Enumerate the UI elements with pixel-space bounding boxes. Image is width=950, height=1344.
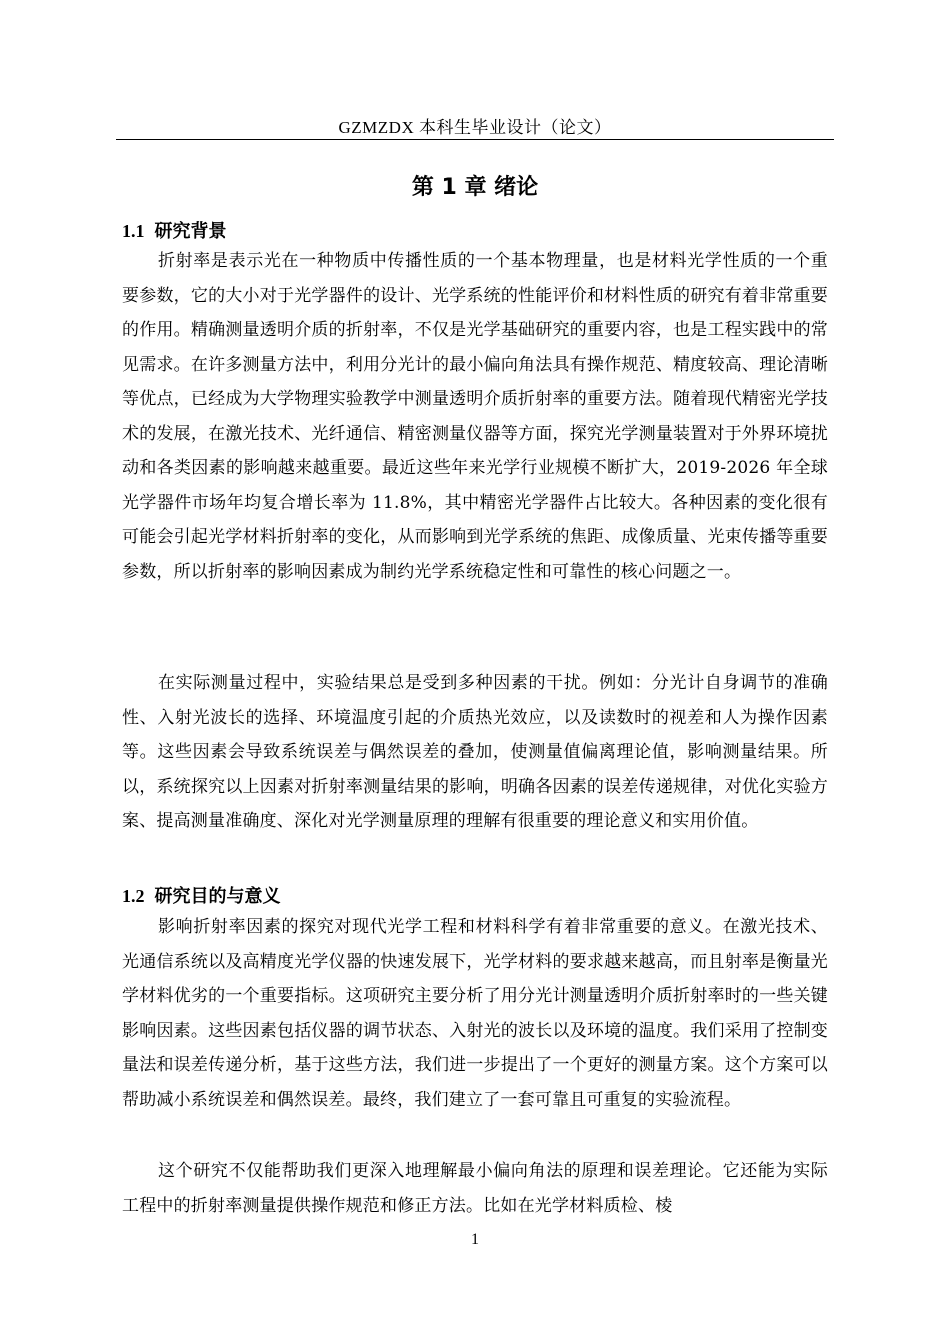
header-rule <box>116 139 834 140</box>
section-number: 1.1 <box>122 221 145 241</box>
body-paragraph: 影响折射率因素的探究对现代光学工程和材料科学有着非常重要的意义。在激光技术、光通信系统以及高精度光学仪器的快速发展下，光学材料的要求越来越高，而且射率是衡量光学材料优劣的一个重要指标。这项研究主要分析了用分光计测量透明介质折射率时的一些关键影响因素。这些因素包括仪器的调节状态、入射光的波长以及环境的温度。我们采用了控制变量法和误差传递分析，基于这些方法，我们进一步提出了一个更好的测量方案。这个方案可以帮助减小系统误差和偶然误差。最终，我们建立了一套可靠且可重复的实验流程。 <box>122 917 828 1110</box>
running-header: GZMZDX 本科生毕业设计（论文） <box>338 118 612 137</box>
section-heading-1-2 <box>122 883 281 910</box>
body-paragraph: 这个研究不仅能帮助我们更深入地理解最小偏向角法的原理和误差理论。它还能为实际工程中的折射率测量提供操作规范和修正方法。比如在光学材料质检、棱 <box>122 1161 828 1216</box>
section-number: 1.2 <box>122 886 145 906</box>
chapter-title: 第 1 章 绪论 <box>411 175 539 200</box>
body-paragraph: 折射率是表示光在一种物质中传播性质的一个基本物理量，也是材料光学性质的一个重要参数，它的大小对于光学器件的设计、光学系统的性能评价和材料性质的研究有着非常重要的作用。精确测量透明介质的折射率，不仅是光学基础研究的重要内容，也是工程实践中的常见需求。在许多测量方法中，利用分光计的最小偏向角法具有操作规范、精度较高、理论清晰等优点，已经成为大学物理实验教学中测量透明介质折射率的重要方法。随着现代精密光学技术的发展，在激光技术、光纤通信、精密测量仪器等方面，探究光学测量装置对于外界环境扰动和各类因素的影响越来越重要。最近这些年来光学行业规模不断扩大，2019-2026 年全球光学器件市场年均复合增长率为 11.8%，其中精密光学器件占比较大。各种因素的变化很有可能会引起光学材料折射率的变化，从而影响到光学系统的焦距、成像质量、光束传播等重要参数，所以折射率的影响因素成为制约光学系统稳定性和可靠性的核心问题之一。 <box>122 251 828 582</box>
section-title: 研究目的与意义 <box>154 886 281 907</box>
page-number: 1 <box>471 1231 479 1248</box>
body-paragraph: 在实际测量过程中，实验结果总是受到多种因素的干扰。例如：分光计自身调节的准确性、入射光波长的选择、环境温度引起的介质热光效应，以及读数时的视差和人为操作因素等。这些因素会导致系统误差与偶然误差的叠加，使测量值偏离理论值，影响测量结果。所以，系统探究以上因素对折射率测量结果的影响，明确各因素的误差传递规律，对优化实验方案、提高测量准确度、深化对光学测量原理的理解有很重要的理论意义和实用价值。 <box>122 673 828 831</box>
section-heading-1-1 <box>122 218 227 245</box>
section-title: 研究背景 <box>154 221 227 242</box>
